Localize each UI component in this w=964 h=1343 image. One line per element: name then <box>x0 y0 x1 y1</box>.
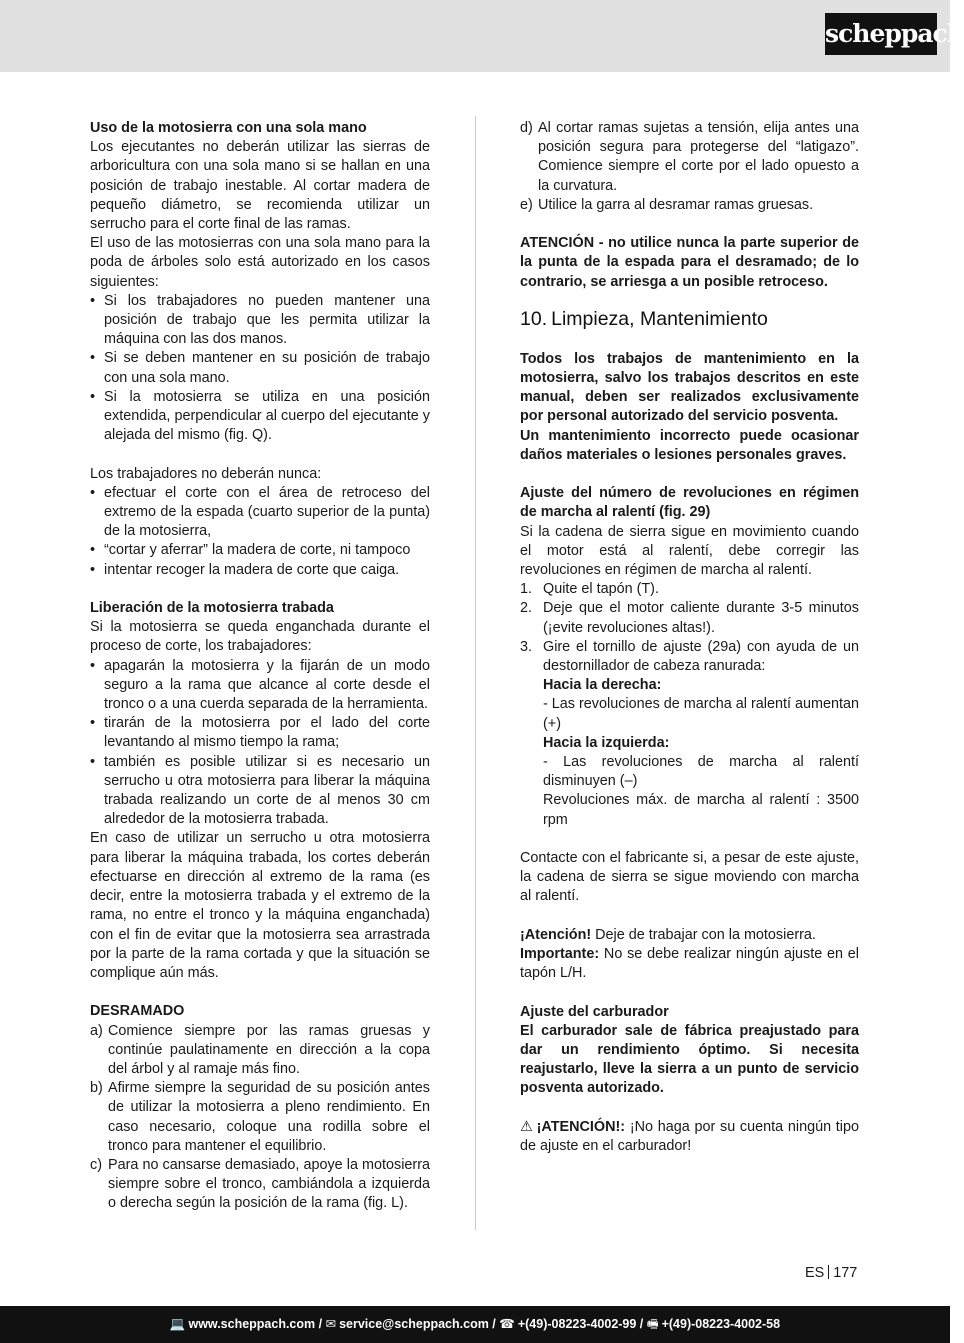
list-item <box>90 1156 430 1214</box>
list-item <box>520 119 859 196</box>
warning-triangle-icon: ⚠ <box>520 1118 534 1135</box>
release-bullet-list <box>90 657 430 830</box>
list-item: • también es posible utilizar si es necesario un serrucho u otra motosierra para liberar la máquina trabada realizando un corte de al menos 30 cm alrededor de la motosierra trabada. <box>90 753 430 830</box>
list-item: • Si los trabajadores no pueden mantener una posición de trabajo que les permita utilizar la máquina con las dos manos. <box>90 292 430 350</box>
column-divider <box>475 116 476 1230</box>
one-hand-heading: Uso de la motosierra con una sola mano <box>90 120 367 136</box>
footer-bar <box>0 1306 950 1343</box>
never-bullet-list <box>90 484 430 580</box>
left-direction-label: Hacia la izquierda: <box>543 734 670 751</box>
list-item: • intentar recoger la madera de corte que caiga. <box>90 561 430 580</box>
section-number: 10. <box>520 307 548 330</box>
list-item <box>520 599 859 637</box>
list-item-text: Quite el tapón (T). <box>543 581 659 598</box>
fax-icon: 🖷 <box>646 1317 659 1331</box>
important-line <box>520 945 859 983</box>
page-number <box>805 1264 857 1283</box>
list-item <box>90 1079 430 1156</box>
release-paragraph-1: Si la motosierra se queda enganchada durante el proceso de corte, los trabajadores: <box>90 619 430 655</box>
list-item: • Si se deben mantener en su posición de trabajo con una sola mano. <box>90 349 430 387</box>
idle-steps-list <box>520 580 859 830</box>
maintenance-paragraph-2: Un mantenimiento incorrecto puede ocasionar daños materiales o lesiones personales graves. <box>520 427 859 463</box>
list-item: • “cortar y aferrar” la madera de corte, ni tampoco <box>90 541 430 560</box>
list-marker: e) <box>520 196 533 213</box>
footer-email: service@scheppach.com / <box>339 1317 496 1331</box>
maintenance-paragraph-1: Todos los trabajos de mantenimiento en la motosierra, salvo los trabajos descritos en este manual, deben ser realizados exclusivamente por personal autorizado del servicio posventa. <box>520 350 859 425</box>
right-column <box>520 119 859 1156</box>
scheppach-logo: scheppach <box>825 13 937 55</box>
attention-label: ¡Atención! <box>520 926 592 943</box>
one-hand-bullet-list <box>90 292 430 446</box>
page-number-value: 177 <box>833 1265 858 1281</box>
list-item-text: Deje que el motor caliente durante 3-5 minutos (¡evite revoluciones altas!). <box>543 600 859 636</box>
email-icon: ✉ <box>325 1317 337 1331</box>
never-intro: Los trabajadores no deberán nunca: <box>90 465 322 482</box>
left-column <box>90 119 430 1214</box>
warning-label: ¡ATENCIÓN!: <box>536 1118 626 1135</box>
right-direction-label: Hacia la derecha: <box>543 677 662 694</box>
list-marker: d) <box>520 120 533 136</box>
list-item: • tirarán de la motosierra por el lado del corte levantando al mismo tiempo la rama; <box>90 714 430 752</box>
attention-paragraph: ATENCIÓN - no utilice nunca la parte superior de la punta de la espada para el desramado; de lo contrario, se arriesga a un posible retroceso. <box>520 235 859 290</box>
page-language: ES <box>805 1265 825 1281</box>
right-direction-text: - Las revoluciones de marcha al ralentí aumentan (+) <box>543 696 859 732</box>
list-item-text: Comience siempre por las ramas gruesas y continúe paulatinamente en dirección a la copa del árbol y al ramaje más fino. <box>108 1022 430 1077</box>
list-marker: c) <box>90 1156 102 1173</box>
list-item <box>520 638 859 830</box>
header-band <box>0 0 950 72</box>
important-label: Importante: <box>520 946 600 963</box>
max-rpm-text: Revoluciones máx. de marcha al ralentí : 3500 rpm <box>543 792 859 828</box>
list-item-text: Al cortar ramas sujetas a tensión, elija antes una posición segura para protegerse del “latigazo”. Comience siempre el corte por el lado opuesto a la curvatura. <box>538 120 859 194</box>
list-item <box>520 196 859 215</box>
contact-paragraph: Contacte con el fabricante si, a pesar de este ajuste, la cadena de sierra se sigue moviendo con marcha al ralentí. <box>520 850 859 905</box>
one-hand-paragraph-1: Los ejecutantes no deberán utilizar las sierras de arboricultura con una sola mano si se hallan en una posición de trabajo inestable. Al cortar madera de pequeño diámetro, se recomienda utilizar un serrucho para el corte final de las ramas. <box>90 139 430 233</box>
one-hand-paragraph-2: El uso de las motosierras con una sola mano para la poda de árboles solo está autorizado en los casos siguientes: <box>90 235 430 290</box>
computer-icon: 💻 <box>169 1317 186 1331</box>
footer-web: www.scheppach.com / <box>188 1317 323 1331</box>
limbing-list-continued <box>520 119 859 215</box>
list-item-text: Afirme siempre la seguridad de su posición antes de utilizar la motosierra a pleno rendimiento. En caso necesario, coloque una rodilla sobre el tronco para mantener el equilibrio. <box>108 1080 430 1154</box>
limbing-heading: DESRAMADO <box>90 1003 185 1020</box>
list-marker: 1. <box>520 581 533 598</box>
limbing-list <box>90 1022 430 1214</box>
list-marker: a) <box>90 1022 103 1039</box>
warning-text: ¡No haga por su cuenta ningún tipo de ajuste en el carburador! <box>520 1118 860 1155</box>
left-direction-text: - Las revoluciones de marcha al ralentí disminuyen (–) <box>543 754 859 790</box>
release-paragraph-2: En caso de utilizar un serrucho u otra motosierra para liberar la máquina trabada, los cortes deberán efectuarse en dirección al extremo de la rama (es decir, entre la motosierra trabada y el extremo de la rama, no entre el tronco y la máquina enganchada) con el fin de evitar que la motosierra sea arrastrada por la parte de la rama cortada y que la situación se complique aún más. <box>90 830 430 981</box>
attention-line <box>520 926 859 945</box>
idle-paragraph: Si la cadena de sierra sigue en movimiento cuando el motor está al ralentí, debe corregir las revoluciones en régimen de marcha al ralentí. <box>520 523 859 579</box>
list-item: • Si la motosierra se utiliza en una posición extendida, perpendicular al cuerpo del ejecutante y alejada del mismo (fig. Q). <box>90 388 430 446</box>
list-item <box>520 580 859 599</box>
warning-line <box>520 1118 859 1156</box>
list-item-text: Para no cansarse demasiado, apoye la motosierra siempre sobre el tronco, cambiándola a izquierda o derecha según la posición de la rama (fig. L). <box>108 1156 430 1212</box>
phone-icon: ☎ <box>499 1317 515 1331</box>
section-title-text: Limpieza, Mantenimiento <box>551 307 768 330</box>
release-heading: Liberación de la motosierra trabada <box>90 600 334 617</box>
list-item <box>90 1022 430 1080</box>
list-item-text: Utilice la garra al desramar ramas gruesas. <box>538 196 814 213</box>
list-marker: 2. <box>520 600 533 617</box>
footer-phone: +(49)-08223-4002-99 / <box>517 1317 644 1331</box>
important-text: No se debe realizar ningún ajuste en el tapón L/H. <box>520 946 859 982</box>
carburetor-heading: Ajuste del carburador <box>520 1003 669 1020</box>
carburetor-paragraph: El carburador sale de fábrica preajustado para dar un rendimiento óptimo. Si necesita reajustarlo, lleve la sierra a un punto de servicio posventa autorizado. <box>520 1022 859 1097</box>
section-title <box>520 307 859 332</box>
page-number-separator <box>828 1265 829 1279</box>
list-marker: b) <box>90 1080 103 1097</box>
list-item: • efectuar el corte con el área de retroceso del extremo de la espada (cuarto superior de la punta) de la motosierra, <box>90 484 430 542</box>
list-item: • apagarán la motosierra y la fijarán de un modo seguro a la rama que alcance al corte desde el tronco o a una cuerda separada de la herramienta. <box>90 657 430 715</box>
list-marker: 3. <box>520 638 533 655</box>
list-item-text: Gire el tornillo de ajuste (29a) con ayuda de un destornillador de cabeza ranurada: <box>543 638 859 675</box>
footer-fax: +(49)-08223-4002-58 <box>661 1317 781 1331</box>
attention-text: Deje de trabajar con la motosierra. <box>591 926 816 943</box>
idle-heading: Ajuste del número de revoluciones en régimen de marcha al ralentí (fig. 29) <box>520 485 859 521</box>
